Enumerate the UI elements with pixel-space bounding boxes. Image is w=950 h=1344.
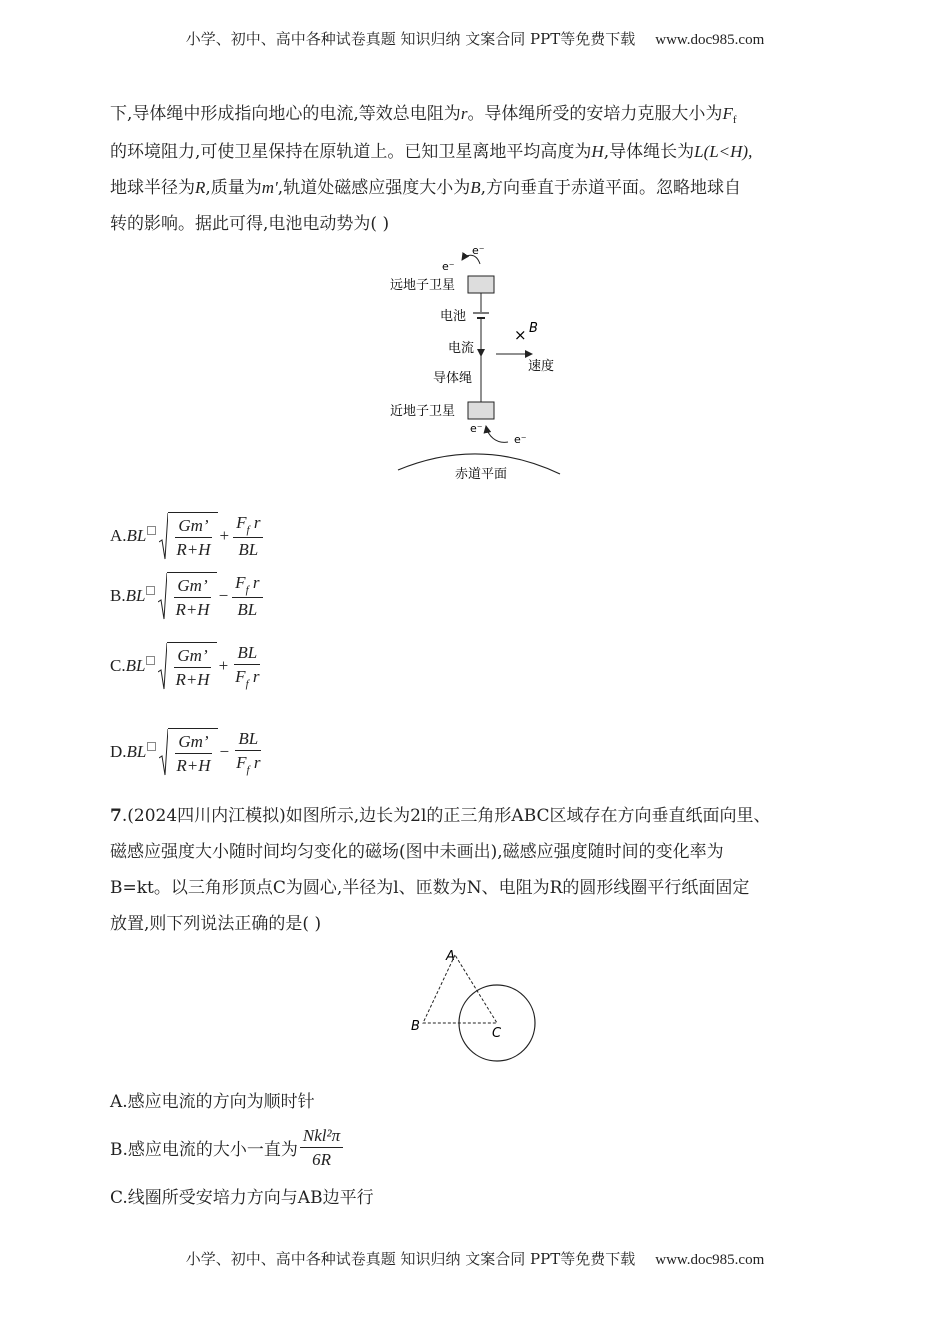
near-satellite-box — [468, 402, 494, 419]
far-satellite-box — [468, 276, 494, 293]
vertex-a-label: A — [446, 949, 455, 964]
q7-stem — [110, 798, 845, 942]
equator-label: 赤道平面 — [455, 467, 508, 482]
footer-url[interactable]: www.doc985.com — [655, 1252, 765, 1268]
placeholder-box-icon — [147, 526, 156, 535]
electron-label: e⁻ — [514, 433, 527, 446]
electron-path-bottom — [486, 426, 508, 442]
vertex-b-label: B — [411, 1019, 420, 1034]
q7-option-b[interactable]: B.感应电流的大小一直为 $\frac{\text{Nkl²π}}{6R}$ — [110, 1125, 345, 1170]
electron-label: e⁻ — [442, 260, 455, 273]
q7-line3: B=kt。以三角形顶点C为圆心,半径为l、匝数为N、电阻为R的圆形线圈平行纸面固定 — [110, 878, 750, 898]
q7-line4: 放置,则下列说法正确的是( ) — [110, 914, 322, 934]
triangle-coil-diagram — [405, 945, 555, 1070]
far-satellite-label: 远地子卫星 — [390, 278, 456, 293]
option-label: C. — [110, 656, 126, 675]
q6-option-c[interactable] — [110, 642, 265, 690]
q7-optb-fraction: $\frac{\text{Nkl²π}}{6R}$ — [300, 1125, 343, 1170]
option-label: A. — [110, 526, 127, 545]
option-label: D. — [110, 742, 127, 761]
option-sign: + — [218, 656, 229, 675]
field-cross-icon: × — [514, 326, 527, 344]
placeholder-box-icon — [146, 656, 155, 665]
header-url[interactable]: www.doc985.com — [655, 32, 765, 48]
page-footer — [0, 1248, 950, 1269]
sqrt-expression: $\frac{Gm’}{R+H}$ — [159, 512, 217, 560]
q7-option-c[interactable]: C.线圈所受安培力方向与AB边平行 — [110, 1188, 374, 1208]
page-header — [0, 28, 950, 49]
sqrt-expression: $\frac{Gm’}{R+H}$ — [158, 572, 216, 620]
q7-line2: 磁感应强度大小随时间均匀变化的磁场(图中未画出),磁感应强度随时间的变化率为 — [110, 842, 724, 862]
vertex-c-label: C — [492, 1026, 502, 1041]
option-prefix: BL — [126, 742, 147, 761]
q7-line1: 7.(2024四川内江模拟)如图所示,边长为2l的正三角形ABC区域存在方向垂直纸面向里、 — [110, 806, 771, 826]
q6-line3: 地球半径为R,质量为m′,轨道处磁感应强度大小为B,方向垂直于赤道平面。忽略地球自 — [110, 178, 741, 198]
placeholder-box-icon — [146, 586, 155, 595]
near-satellite-label: 近地子卫星 — [390, 404, 456, 419]
electron-label: e⁻ — [470, 422, 483, 435]
q6-line2: 的环境阻力,可使卫星保持在原轨道上。已知卫星离地平均高度为H,导体绳长为L(L<H), — [110, 142, 753, 162]
current-label: 电流 — [448, 341, 475, 356]
q6-option-d[interactable] — [110, 728, 265, 776]
q6-option-a[interactable] — [110, 512, 265, 560]
option-fraction: $\frac{F_f r}{BL}$ — [233, 512, 263, 560]
option-prefix: BL — [125, 586, 146, 605]
option-prefix: BL — [125, 656, 146, 675]
q6-line4: 转的影响。据此可得,电池电动势为( ) — [110, 214, 390, 234]
velocity-label: 速度 — [528, 359, 555, 374]
option-fraction: $\frac{BL}{F_f r}$ — [236, 729, 261, 776]
option-fraction: $\frac{F_f r}{BL}$ — [232, 572, 262, 620]
option-sign: − — [219, 742, 230, 761]
footer-text: 小学、初中、高中各种试卷真题 知识归纳 文案合同 PPT等免费下载 — [185, 1250, 636, 1268]
option-fraction: $\frac{BL}{F_f r}$ — [235, 643, 260, 690]
option-sign: − — [218, 586, 229, 605]
field-label: B — [529, 321, 538, 336]
electron-label: e⁻ — [472, 244, 485, 257]
option-label: B. — [110, 586, 126, 605]
tether-satellite-diagram — [380, 240, 580, 490]
radical-sign-icon — [158, 572, 167, 620]
radical-sign-icon — [158, 642, 167, 690]
q7-option-a[interactable]: A.感应电流的方向为顺时针 — [110, 1092, 315, 1112]
placeholder-box-icon — [147, 742, 156, 751]
tether-label: 导体绳 — [433, 371, 473, 386]
radical-sign-icon — [159, 512, 168, 560]
sqrt-expression: $\frac{Gm’}{R+H}$ — [159, 728, 217, 776]
header-text: 小学、初中、高中各种试卷真题 知识归纳 文案合同 PPT等免费下载 — [185, 30, 636, 48]
option-prefix: BL — [126, 526, 147, 545]
sqrt-expression: $\frac{Gm’}{R+H}$ — [158, 642, 216, 690]
option-sign: + — [219, 526, 230, 545]
q6-stem — [110, 96, 845, 242]
radical-sign-icon — [159, 728, 168, 776]
q6-line1: 下,导体绳中形成指向地心的电流,等效总电阻为r。导体绳所受的安培力克服大小为$F_f$ — [110, 104, 737, 126]
battery-label: 电池 — [440, 309, 467, 324]
q6-option-b[interactable] — [110, 572, 265, 620]
